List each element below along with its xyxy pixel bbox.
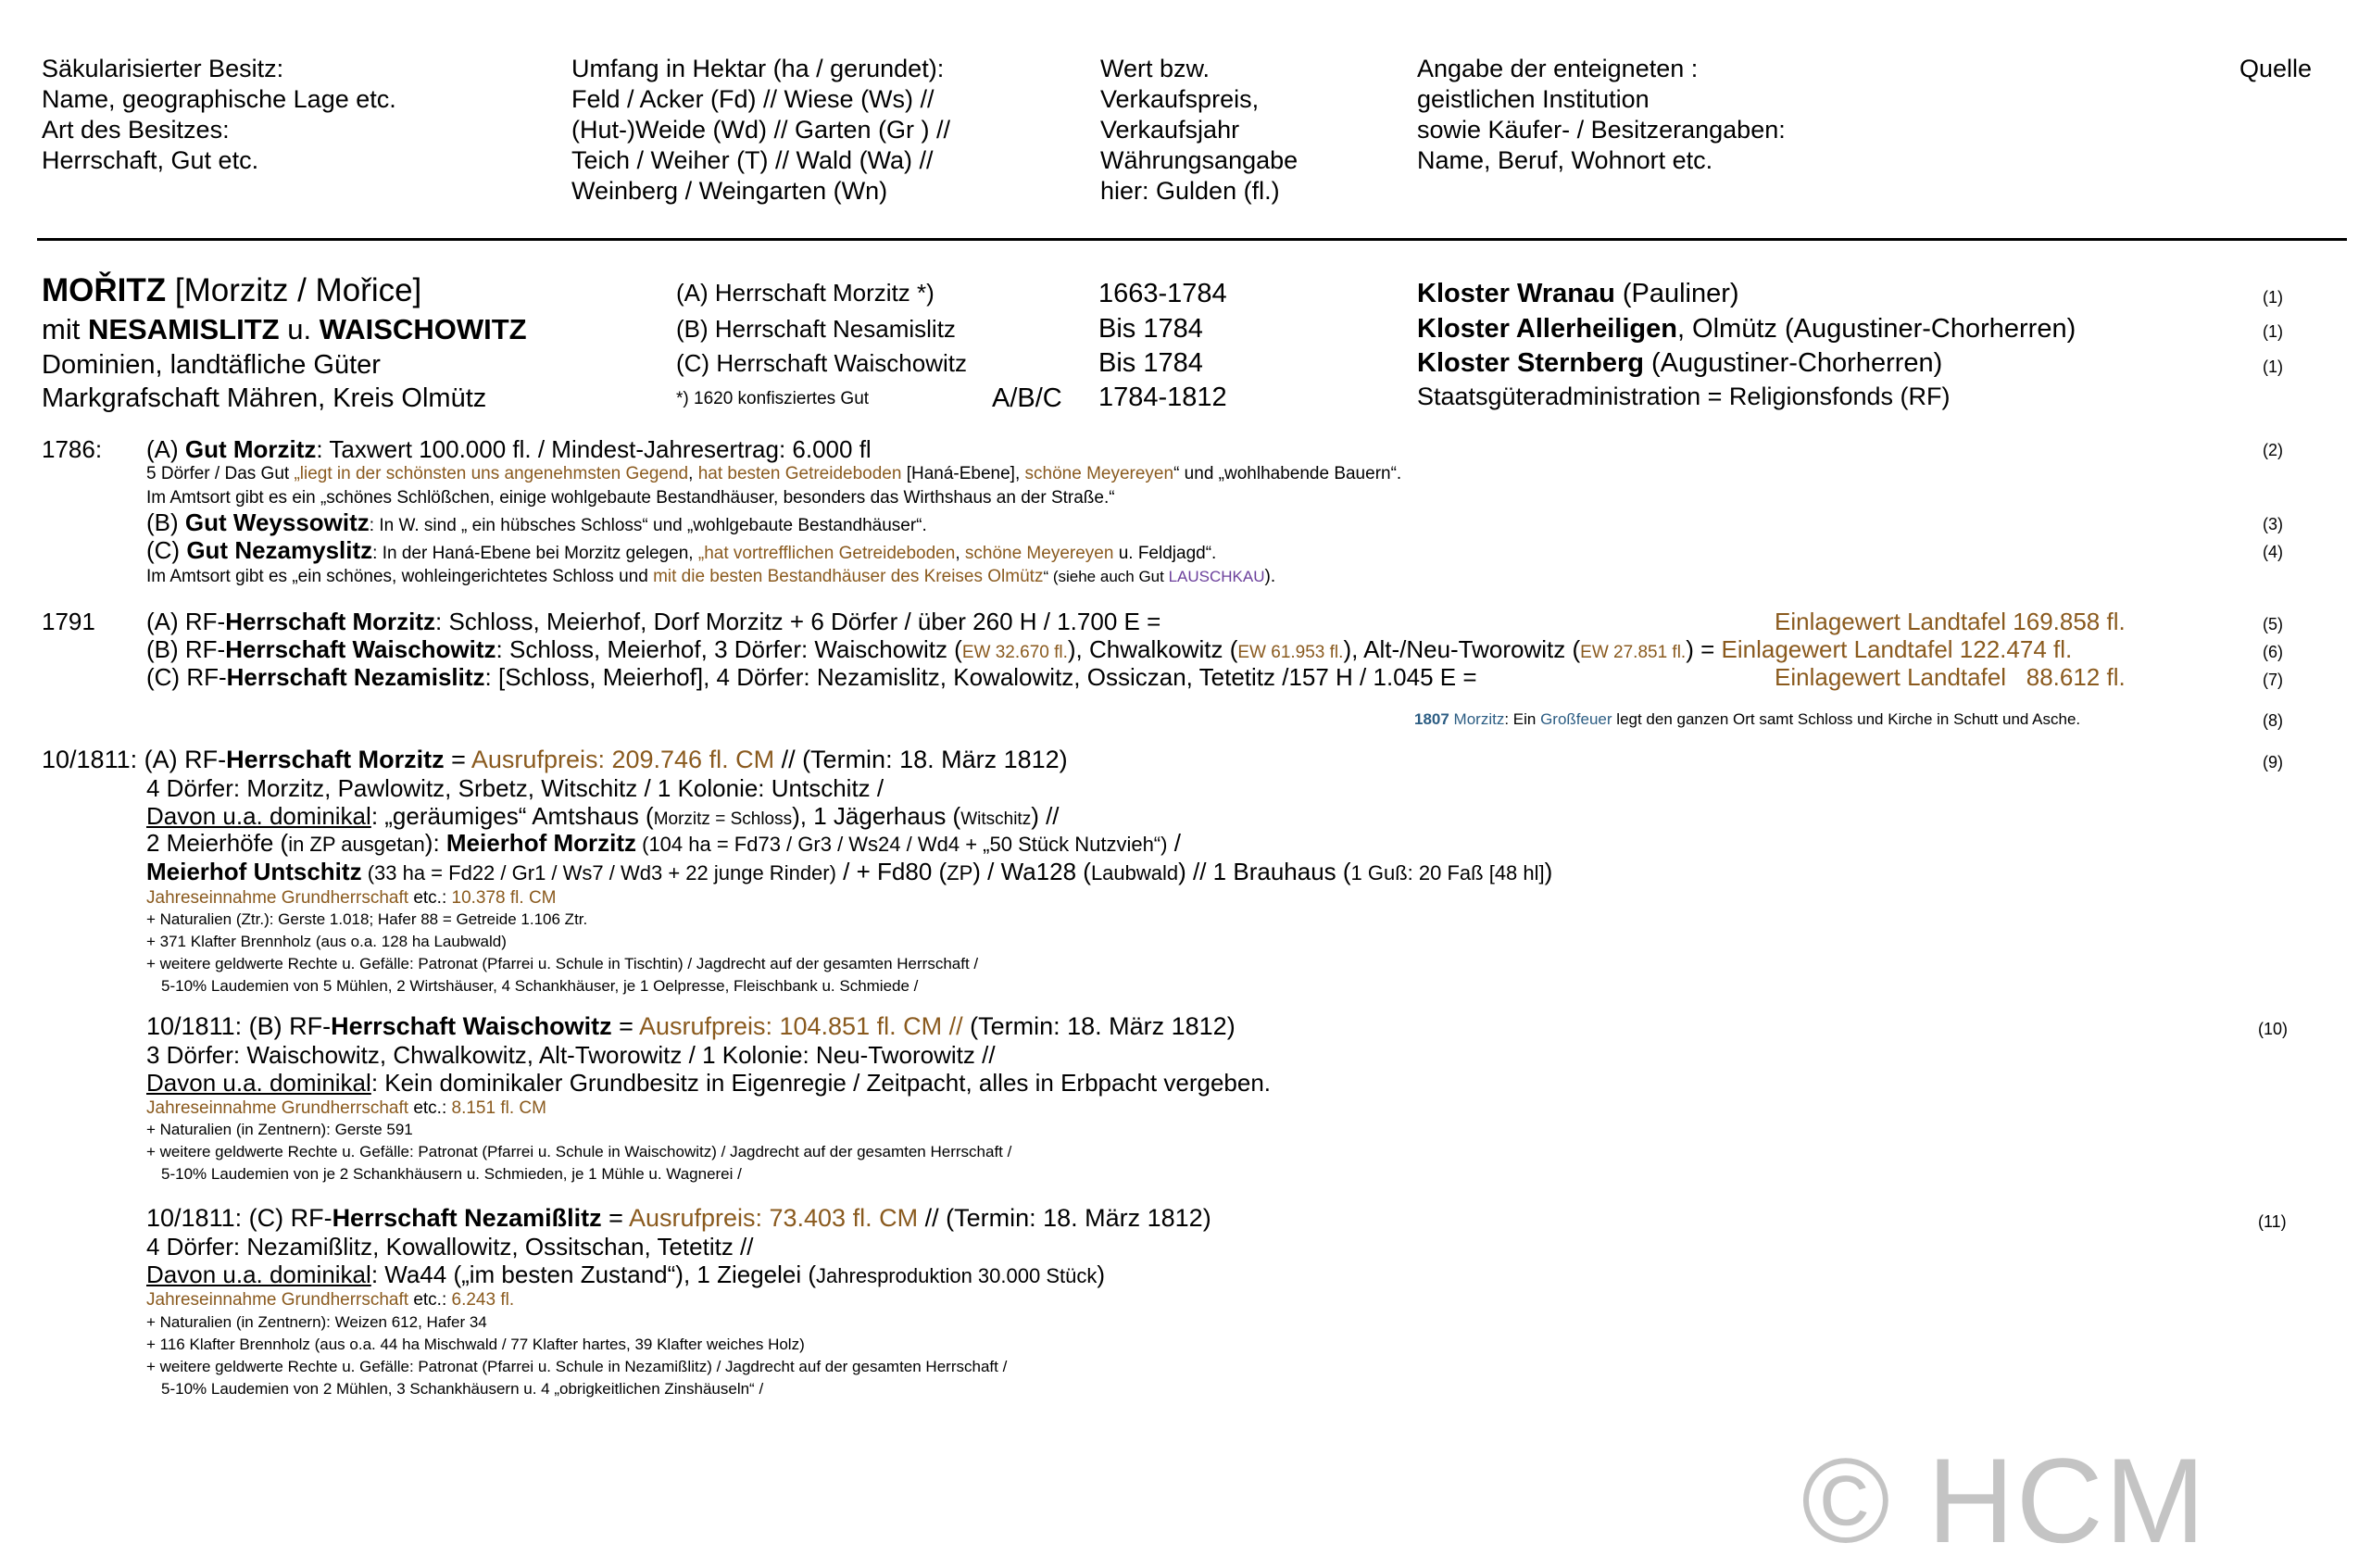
text: 5 Dörfer / Das Gut bbox=[146, 464, 295, 483]
source-ref: (7) bbox=[2263, 671, 2283, 689]
fire-note-1807 bbox=[1414, 709, 2080, 730]
auction-b-villages: 3 Dörfer: Waischowitz, Chwalkowitz, Alt-Tworowitz / 1 Kolonie: Neu-Tworowitz // bbox=[146, 1041, 996, 1069]
lauschkau-link[interactable]: LAUSCHKAU bbox=[1168, 568, 1265, 585]
text: Morzitz bbox=[1449, 710, 1505, 728]
text: : Taxwert 100.000 fl. / Mindest-Jahresertrag: 6.000 fl bbox=[316, 435, 872, 463]
year-range: Bis 1784 bbox=[1098, 348, 1203, 378]
text: Meierhof Untschitz bbox=[146, 858, 362, 885]
text: Meierhof Morzitz bbox=[445, 829, 636, 857]
text: (Augustiner-Chorherren) bbox=[1643, 348, 1943, 378]
text: : [Schloss, Meierhof], 4 Dörfer: Nezamislitz, Kowalowitz, Ossiczan, Tetetitz /157 H / 1.045 E = bbox=[484, 663, 1477, 691]
source-ref: (4) bbox=[2263, 543, 2283, 561]
text: NESAMISLITZ bbox=[87, 313, 280, 345]
text: Gut Weyssowitz bbox=[184, 508, 370, 536]
text: ) // bbox=[1031, 802, 1060, 830]
header-col-institution bbox=[1417, 54, 1786, 176]
text: Gut Morzitz bbox=[184, 435, 317, 463]
text: etc.: bbox=[408, 1098, 452, 1118]
text: ), Chwalkowitz ( bbox=[1067, 635, 1238, 663]
header-col-area bbox=[571, 54, 950, 207]
header-text: geistlichen Institution bbox=[1417, 85, 1650, 113]
institution: Staatsgüteradministration = Religionsfonds (RF) bbox=[1417, 383, 1951, 410]
text: u. bbox=[279, 313, 320, 345]
text: EW 27.851 fl. bbox=[1580, 643, 1687, 662]
einlagewert-c: Einlagewert Landtafel 88.612 fl. bbox=[1775, 663, 2126, 691]
text: 6.243 fl. bbox=[451, 1290, 515, 1310]
text: etc.: bbox=[408, 1290, 452, 1310]
text: EW 61.953 fl. bbox=[1237, 643, 1344, 662]
text: Herrschaft Waischowitz bbox=[225, 635, 496, 663]
text: (C) bbox=[146, 536, 187, 564]
text: (A) RF- bbox=[146, 608, 226, 635]
text: “ (siehe auch Gut bbox=[1043, 568, 1169, 585]
text: 10/1811: (B) RF- bbox=[146, 1012, 332, 1040]
herrschaft-footnote: *) 1620 konfisziertes Gut bbox=[676, 389, 870, 408]
rf-waischowitz-line bbox=[146, 635, 2072, 664]
text: : Kein dominikaler Grundbesitz in Eigenregie / Zeitpacht, alles in Erbpacht vergeben. bbox=[370, 1069, 1272, 1097]
text: schöne Meyereyen bbox=[964, 544, 1114, 563]
text: Jahresproduktion 30.000 Stück bbox=[816, 1264, 1098, 1287]
header-text: Herrschaft, Gut etc. bbox=[42, 146, 259, 174]
header-text: Name, geographische Lage etc. bbox=[42, 85, 396, 113]
text: // (Termin: 18. März 1812) bbox=[918, 1204, 1211, 1232]
text: EW 32.670 fl. bbox=[961, 643, 1068, 662]
auction-c-dominikal bbox=[146, 1261, 1105, 1288]
text: = bbox=[611, 1012, 639, 1040]
text: / + Fd80 ( bbox=[835, 858, 947, 885]
text: etc.: bbox=[408, 888, 452, 908]
text: Ausrufpreis: 73.403 fl. CM bbox=[628, 1204, 919, 1232]
property-type: Dominien, landtäfliche Güter bbox=[42, 350, 381, 380]
auction-c-note: + weitere geldwerte Rechte u. Gefälle: Patronat (Pfarrei u. Schule in Nezamißlitz) / Jagdrecht auf der gesamten Herrschaft / bbox=[146, 1358, 1008, 1375]
text: in ZP ausgetan bbox=[288, 833, 425, 856]
text: : Wa44 („im besten Zustand“), 1 Ziegelei ( bbox=[370, 1261, 817, 1288]
text: : In W. sind „ ein hübsches Schloss“ und „wohlgebaute Bestandhäuser“. bbox=[369, 516, 927, 535]
auction-b-note: + Naturalien (in Zentnern): Gerste 591 bbox=[146, 1121, 413, 1138]
title-bold: MOŘITZ bbox=[42, 272, 167, 308]
text: Großfeuer bbox=[1540, 710, 1612, 728]
text: (A) bbox=[146, 435, 185, 463]
text: / bbox=[1167, 829, 1181, 857]
text: Herrschaft Nezamißlitz bbox=[332, 1204, 602, 1232]
text: : Ein bbox=[1504, 710, 1541, 728]
text: 1 Guß: 20 Faß [48 hl] bbox=[1350, 861, 1545, 884]
source-ref: (9) bbox=[2263, 753, 2283, 771]
header-text: Angabe der enteigneten : bbox=[1417, 55, 1699, 82]
header-text: Wert bzw. bbox=[1100, 55, 1211, 82]
text: hat besten Getreideboden bbox=[697, 464, 902, 483]
text: ) = bbox=[1686, 635, 1722, 663]
auction-a-note: 5-10% Laudemien von 5 Mühlen, 2 Wirtshäuser, 4 Schankhäuser, je 1 Oelpresse, Fleischbank u. Schmiede / bbox=[161, 977, 919, 995]
herrschaft-c: (C) Herrschaft Waischowitz bbox=[676, 349, 967, 377]
source-ref: (6) bbox=[2263, 643, 2283, 661]
text: 10/1811: (C) RF- bbox=[146, 1204, 332, 1232]
text: : In der Haná-Ebene bei Morzitz gelegen, bbox=[372, 544, 698, 563]
gut-nezamyslitz-desc bbox=[146, 566, 1275, 588]
source-ref: (1) bbox=[2263, 288, 2283, 307]
text: “ und „wohlhabende Bauern“. bbox=[1173, 464, 1402, 483]
einlagewert-b: Einlagewert Landtafel 122.474 fl. bbox=[1721, 635, 2073, 663]
text: Davon u.a. dominikal bbox=[146, 1069, 371, 1097]
source-ref: (2) bbox=[2263, 441, 2283, 459]
text: (33 ha = Fd22 / Gr1 / Ws7 / Wd3 + 22 junge Rinder) bbox=[361, 861, 836, 884]
header-text: Umfang in Hektar (ha / gerundet): bbox=[571, 55, 945, 82]
source-ref: (3) bbox=[2263, 515, 2283, 533]
text: „liegt in der schönsten uns angenehmsten Gegend bbox=[294, 464, 689, 483]
header-col-source: Quelle bbox=[2239, 55, 2313, 82]
text: (Pauliner) bbox=[1614, 279, 1739, 308]
auction-c-villages: 4 Dörfer: Nezamißlitz, Kowallowitz, Ossitschan, Tetetitz // bbox=[146, 1233, 754, 1261]
text: 2 Meierhöfe ( bbox=[146, 829, 289, 857]
text: 1807 bbox=[1414, 710, 1449, 728]
text: Ausrufpreis: 104.851 fl. CM // bbox=[638, 1012, 963, 1040]
institution bbox=[1417, 346, 1942, 380]
auction-b-income bbox=[146, 1098, 546, 1120]
source-ref: (11) bbox=[2258, 1212, 2287, 1231]
text: WAISCHOWITZ bbox=[319, 313, 527, 345]
text: Kloster Wranau bbox=[1417, 279, 1615, 308]
auction-a-untschitz bbox=[146, 858, 1552, 885]
text: ) // 1 Brauhaus ( bbox=[1178, 858, 1351, 885]
source-ref: (8) bbox=[2263, 711, 2283, 730]
text: legt den ganzen Ort samt Schloss und Kirche in Schutt und Asche. bbox=[1612, 710, 2081, 728]
text: (104 ha = Fd73 / Gr3 / Ws24 / Wd4 + „50 Stück Nutzvieh“) bbox=[636, 833, 1168, 856]
institution bbox=[1417, 277, 1739, 310]
text: ): bbox=[424, 829, 446, 857]
text: 10/1811: (A) RF- bbox=[42, 746, 227, 773]
auction-b-note: 5-10% Laudemien von je 2 Schankhäusern u. Schmieden, je 1 Mühle u. Wagnerei / bbox=[161, 1165, 742, 1183]
text: (C) RF- bbox=[146, 663, 227, 691]
year-range: 1784-1812 bbox=[1098, 383, 1227, 412]
gut-weyssowitz-line bbox=[146, 508, 927, 537]
header-divider bbox=[37, 238, 2347, 241]
text: mit bbox=[42, 313, 88, 345]
text: ) bbox=[1097, 1261, 1106, 1288]
auction-b-note: + weitere geldwerte Rechte u. Gefälle: Patronat (Pfarrei u. Schule in Waischowitz) / Jagdrecht auf der gesamten Herrschaft / bbox=[146, 1143, 1012, 1160]
abc-label: A/B/C bbox=[992, 383, 1062, 413]
text: (B) bbox=[146, 508, 185, 536]
text: Ausrufpreis: 209.746 fl. CM bbox=[470, 746, 775, 773]
header-text: Verkaufsjahr bbox=[1100, 116, 1240, 144]
header-col-value bbox=[1100, 54, 1298, 207]
auction-a-note: + weitere geldwerte Rechte u. Gefälle: Patronat (Pfarrei u. Schule in Tischtin) / Jagdrecht auf der gesamten Herrschaft / bbox=[146, 955, 979, 972]
title-rest: [Morzitz / Mořice] bbox=[166, 272, 422, 308]
text: , bbox=[688, 464, 698, 483]
text: ZP bbox=[947, 861, 973, 884]
header-text: (Hut-)Weide (Wd) // Garten (Gr ) // bbox=[571, 116, 951, 144]
text: schöne Meyereyen bbox=[1024, 464, 1174, 483]
auction-c-note: + Naturalien (in Zentnern): Weizen 612, Hafer 34 bbox=[146, 1313, 487, 1331]
text: Jahreseinnahme Grundherrschaft bbox=[146, 1098, 409, 1118]
text: ) / Wa128 ( bbox=[972, 858, 1091, 885]
text: , Olmütz (Augustiner-Chorherren) bbox=[1676, 314, 2076, 344]
header-col-property bbox=[42, 54, 396, 176]
header-text: Währungsangabe bbox=[1100, 146, 1298, 174]
auction-a-note: + Naturalien (Ztr.): Gerste 1.018; Hafer 88 = Getreide 1.106 Ztr. bbox=[146, 910, 588, 928]
source-ref: (1) bbox=[2263, 322, 2283, 341]
herrschaft-b: (B) Herrschaft Nesamislitz bbox=[676, 315, 956, 343]
rf-morzitz-line bbox=[146, 608, 1160, 635]
property-subtitle bbox=[42, 313, 527, 346]
property-title bbox=[42, 273, 421, 308]
text: (Termin: 18. März 1812) bbox=[962, 1012, 1236, 1040]
text: : Schloss, Meierhof, Dorf Morzitz + 6 Dörfer / über 260 H / 1.700 E = bbox=[435, 608, 1161, 635]
source-ref: (5) bbox=[2263, 615, 2283, 633]
text: Laubwald bbox=[1090, 861, 1179, 884]
text: ), Alt-/Neu-Tworowitz ( bbox=[1343, 635, 1581, 663]
auction-c-note: + 116 Klafter Brennholz (aus o.a. 44 ha Mischwald / 77 Klafter hartes, 39 Klafter weiches Holz) bbox=[146, 1336, 805, 1353]
institution bbox=[1417, 312, 2076, 345]
auction-a-villages: 4 Dörfer: Morzitz, Pawlowitz, Srbetz, Witschitz / 1 Kolonie: Untschitz / bbox=[146, 774, 884, 802]
text: mit die besten Bestandhäuser des Kreises Olmütz bbox=[653, 567, 1044, 586]
gut-morzitz-desc bbox=[146, 463, 1401, 485]
auction-b-dominikal bbox=[146, 1069, 1271, 1097]
auction-c-income bbox=[146, 1289, 514, 1311]
text: Herrschaft Morzitz bbox=[225, 608, 436, 635]
text: „hat vortrefflichen Getreideboden bbox=[697, 544, 956, 563]
year-range: Bis 1784 bbox=[1098, 314, 1203, 344]
header-text: Weinberg / Weingarten (Wn) bbox=[571, 177, 888, 205]
copyright-watermark: © HCM bbox=[1801, 1433, 2207, 1568]
property-location: Markgrafschaft Mähren, Kreis Olmütz bbox=[42, 383, 487, 413]
text: ). bbox=[1264, 567, 1276, 586]
einlagewert-a: Einlagewert Landtafel 169.858 fl. bbox=[1775, 608, 2126, 635]
text: Davon u.a. dominikal bbox=[146, 802, 371, 830]
auction-a-income bbox=[146, 887, 557, 909]
text: Jahreseinnahme Grundherrschaft bbox=[146, 888, 409, 908]
text: (B) RF- bbox=[146, 635, 226, 663]
text: ) bbox=[1544, 858, 1553, 885]
herrschaft-a: (A) Herrschaft Morzitz *) bbox=[676, 279, 935, 307]
rf-nezamislitz-line bbox=[146, 663, 1477, 691]
header-text: hier: Gulden (fl.) bbox=[1100, 177, 1280, 205]
auction-b-title bbox=[146, 1011, 1236, 1041]
gut-morzitz-line bbox=[146, 435, 872, 463]
text: Im Amtsort gibt es „ein schönes, wohleingerichtetes Schloss und bbox=[146, 567, 654, 586]
header-text: Säkularisierter Besitz: bbox=[42, 55, 284, 82]
header-text: Art des Besitzes: bbox=[42, 116, 230, 144]
text: u. Feldjagd“. bbox=[1113, 544, 1217, 563]
auction-c-title bbox=[146, 1203, 1211, 1233]
header-text: Teich / Weiher (T) // Wald (Wa) // bbox=[571, 146, 934, 174]
text: ), 1 Jägerhaus ( bbox=[792, 802, 961, 830]
text: Kloster Sternberg bbox=[1417, 348, 1644, 378]
auction-c-note: 5-10% Laudemien von 2 Mühlen, 3 Schankhäusern u. 4 „obrigkeitlichen Zinshäuseln“ / bbox=[161, 1380, 764, 1398]
auction-a-dominikal bbox=[146, 802, 1060, 831]
auction-a-title bbox=[42, 745, 1068, 774]
header-text: Feld / Acker (Fd) // Wiese (Ws) // bbox=[571, 85, 935, 113]
text: // (Termin: 18. März 1812) bbox=[774, 746, 1068, 773]
gut-nezamyslitz-line bbox=[146, 536, 1216, 565]
text: Gut Nezamyslitz bbox=[186, 536, 373, 564]
text: Jahreseinnahme Grundherrschaft bbox=[146, 1290, 409, 1310]
text: = bbox=[601, 1204, 629, 1232]
header-text: Verkaufspreis, bbox=[1100, 85, 1260, 113]
gut-morzitz-desc2: Im Amtsort gibt es ein „schönes Schlößchen, einige wohlgebaute Bestandhäuser, besonders das Wirthshaus an der Straße.“ bbox=[146, 488, 1115, 508]
text: Kloster Allerheiligen bbox=[1417, 314, 1677, 344]
text: Davon u.a. dominikal bbox=[146, 1261, 371, 1288]
text: : „geräumiges“ Amtshaus ( bbox=[370, 802, 654, 830]
text: [Haná-Ebene], bbox=[901, 464, 1025, 483]
year-range: 1663-1784 bbox=[1098, 279, 1227, 308]
source-ref: (10) bbox=[2258, 1020, 2289, 1038]
auction-a-note: + 371 Klafter Brennholz (aus o.a. 128 ha Laubwald) bbox=[146, 933, 507, 950]
text: Witschitz bbox=[960, 809, 1032, 829]
text: 10.378 fl. CM bbox=[451, 888, 557, 908]
text: : Schloss, Meierhof, 3 Dörfer: Waischowitz ( bbox=[496, 635, 962, 663]
header-text: sowie Käufer- / Besitzerangaben: bbox=[1417, 116, 1786, 144]
text: Morzitz = Schloss bbox=[653, 809, 793, 829]
source-ref: (1) bbox=[2263, 358, 2283, 376]
auction-a-meierhoefe bbox=[146, 829, 1181, 857]
year-1786: 1786: bbox=[42, 435, 103, 463]
text: = bbox=[444, 746, 471, 773]
text: Herrschaft Morzitz bbox=[226, 746, 445, 773]
text: Herrschaft Waischowitz bbox=[331, 1012, 612, 1040]
text: Herrschaft Nezamislitz bbox=[226, 663, 485, 691]
text: 8.151 fl. CM bbox=[451, 1098, 546, 1118]
header-text: Name, Beruf, Wohnort etc. bbox=[1417, 146, 1713, 174]
year-1791: 1791 bbox=[42, 608, 95, 635]
text: , bbox=[955, 544, 965, 563]
